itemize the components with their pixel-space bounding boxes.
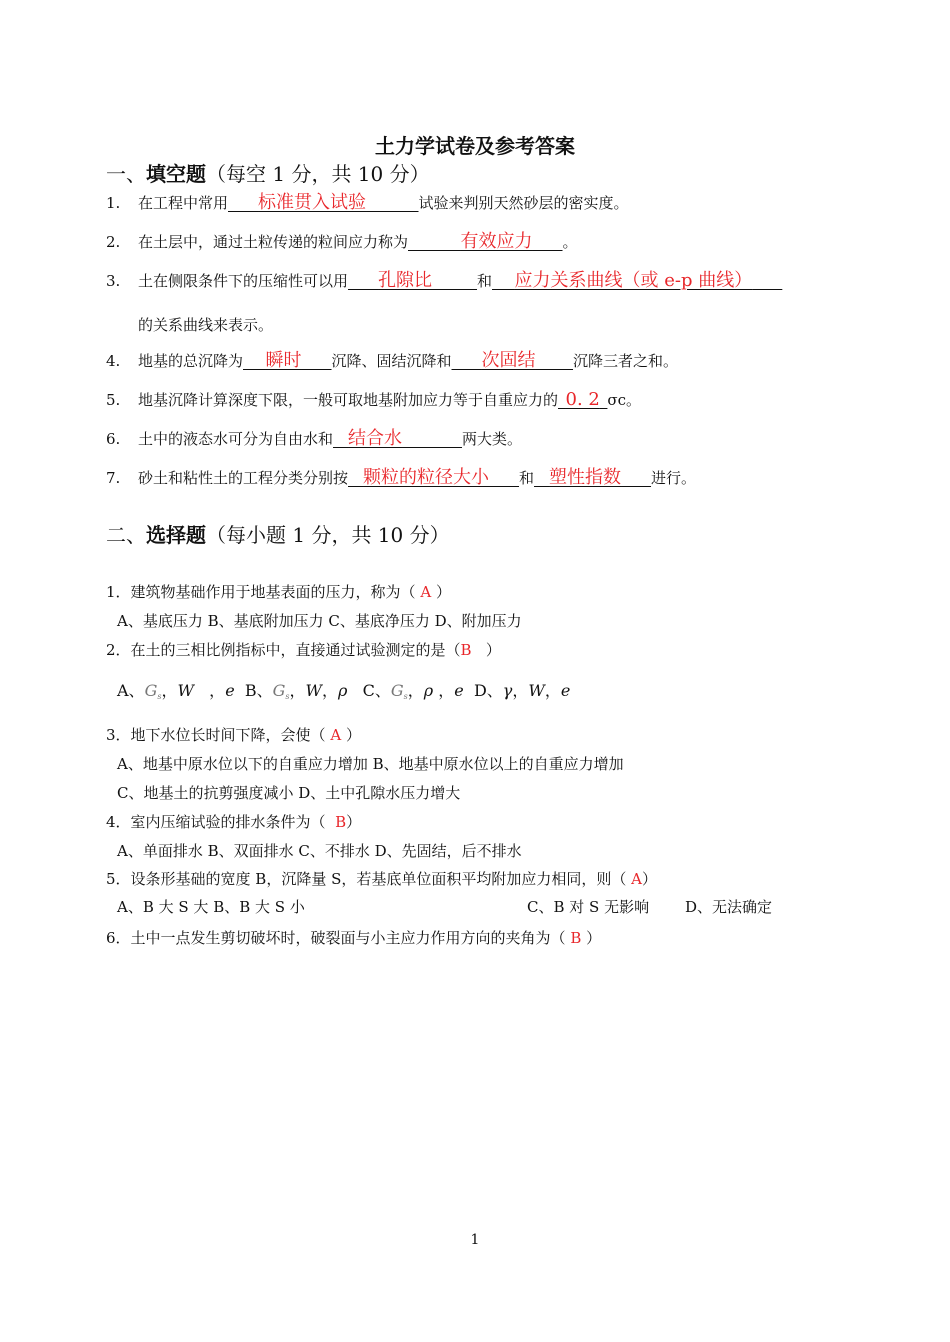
choice-question-5-option-c: C、B 对 S 无影响 bbox=[527, 898, 650, 916]
answer-7a: 颗粒的粒径大小 bbox=[363, 467, 490, 488]
choice-answer-5: A bbox=[631, 870, 643, 888]
choice-answer-3: A bbox=[330, 726, 342, 744]
choice-question-2-options: A、$G_s$，W ，e B、$G_s$，W，ρ C、$G_s$，ρ ，e D、γ，W，e bbox=[117, 681, 571, 701]
fill-question-1: 1. 在工程中常用____标准贯入试验_______试验来判别天然砂层的密实度。 bbox=[106, 192, 629, 213]
choice-question-5-option-d: D、无法确定 bbox=[685, 898, 773, 916]
fill-question-7: 7. 砂土和粘性土的工程分类分别按__颗粒的粒径大小____和__塑性指数____进行。 bbox=[106, 467, 697, 488]
choice-answer-1: A bbox=[420, 583, 432, 601]
fill-question-2: 2. 在土层中，通过土粒传递的粒间应力称为_______有效应力____。 bbox=[106, 231, 578, 252]
choice-question-3-options-2: C、地基土的抗剪强度减小 D、土中孔隙水压力增大 bbox=[117, 784, 461, 802]
choice-answer-6: B bbox=[570, 929, 582, 947]
answer-6: 结合水 bbox=[348, 428, 403, 449]
choice-question-3-options-1: A、地基中原水位以下的自重应力增加 B、地基中原水位以上的自重应力增加 bbox=[117, 755, 624, 773]
answer-1: 标准贯入试验 bbox=[258, 192, 367, 213]
choice-question-3: 3．地下水位长时间下降，会使（ A ） bbox=[106, 726, 361, 744]
choice-question-4: 4．室内压缩试验的排水条件为（ B） bbox=[106, 813, 362, 831]
choice-question-4-options: A、单面排水 B、双面排水 C、不排水 D、先固结，后不排水 bbox=[117, 842, 522, 860]
choice-answer-4: B bbox=[335, 813, 347, 831]
page-number: 1 bbox=[470, 1232, 480, 1248]
fill-question-6: 6. 土中的液态水可分为自由水和__结合水________两大类。 bbox=[106, 428, 523, 449]
fill-question-3: 3. 土在侧限条件下的压缩性可以用____孔隙比______和___应力关系曲线（或 e-p 曲线）____ bbox=[106, 270, 783, 291]
answer-2: 有效应力 bbox=[460, 231, 533, 252]
section-1-heading: 一、填空题（每空 1 分，共 10 分） bbox=[106, 162, 430, 186]
answer-4b: 次固结 bbox=[481, 350, 536, 371]
answer-3a: 孔隙比 bbox=[378, 270, 433, 291]
answer-3b: 应力关系曲线（或 e-p 曲线） bbox=[514, 270, 753, 291]
answer-5: 0. 2 bbox=[565, 389, 600, 410]
choice-question-1: 1．建筑物基础作用于地基表面的压力，称为（ A ） bbox=[106, 583, 451, 601]
choice-question-5-options-ab: A、B 大 S 大 B、B 大 S 小 bbox=[117, 898, 305, 916]
answer-7b: 塑性指数 bbox=[549, 467, 622, 488]
answer-4a: 瞬时 bbox=[265, 350, 302, 371]
page-title: 土力学试卷及参考答案 bbox=[375, 134, 575, 158]
fill-question-3-continued: 的关系曲线来表示。 bbox=[138, 316, 274, 334]
section-2-heading: 二、选择题（每小题 1 分，共 10 分） bbox=[106, 523, 450, 547]
choice-question-1-options: A、基底压力 B、基底附加压力 C、基底净压力 D、附加压力 bbox=[117, 612, 522, 630]
choice-question-2: 2．在土的三相比例指标中，直接通过试验测定的是（B ） bbox=[106, 641, 501, 659]
fill-question-4: 4. 地基的总沉降为___瞬时____沉降、固结沉降和____次固结_____沉降三者之和。 bbox=[106, 350, 679, 371]
choice-question-6: 6．土中一点发生剪切破坏时，破裂面与小主应力作用方向的夹角为（ B ） bbox=[106, 929, 602, 947]
fill-question-5: 5. 地基沉降计算深度下限，一般可取地基附加应力等于自重应力的_0. 2_σc。 bbox=[106, 389, 642, 410]
choice-question-5: 5．设条形基础的宽度 B，沉降量 S，若基底单位面积平均附加应力相同，则（ A） bbox=[106, 870, 658, 888]
choice-answer-2: B bbox=[460, 641, 472, 659]
